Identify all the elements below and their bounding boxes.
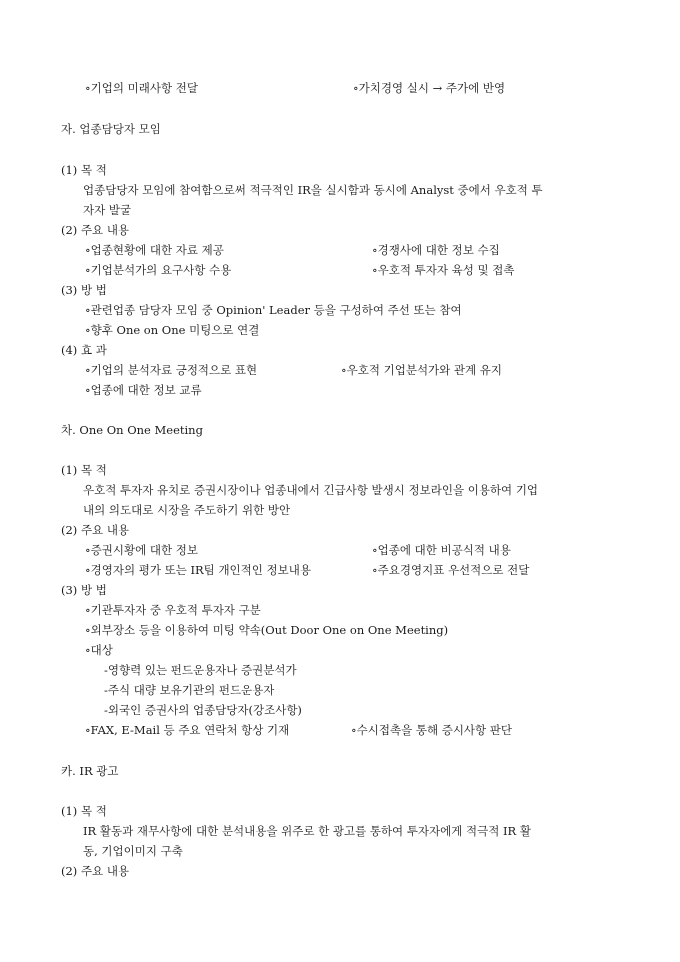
bullet-item: ∘관련업종 담당자 모임 중 Opinion' Leader 등을 구성하여 주선 또는 참여 xyxy=(85,303,462,317)
bullet-item: ∘향후 One on One 미팅으로 연결 xyxy=(85,323,260,337)
dash-item: -영향력 있는 펀드운용자나 증권분석가 xyxy=(104,663,297,677)
subsection-heading: (4) 효 과 xyxy=(61,343,107,357)
dash-item: -외국인 증권사의 업종담당자(강조사항) xyxy=(104,703,302,717)
subsection-heading: (2) 주요 내용 xyxy=(61,523,130,537)
paragraph-line: 우호적 투자자 유치로 증권시장이나 업종내에서 긴급사항 발생시 정보라인을 이용하여 기업 xyxy=(83,483,539,497)
bullet-item: ∘대상 xyxy=(85,643,113,657)
bullet-item: ∘우호적 기업분석가와 관계 유지 xyxy=(341,363,503,377)
bullet-item: ∘기업분석가의 요구사항 수용 xyxy=(85,263,232,277)
bullet-item: ∘FAX, E-Mail 등 주요 연락처 항상 기재 xyxy=(85,723,290,737)
bullet-item: ∘업종현황에 대한 자료 제공 xyxy=(85,243,224,257)
paragraph-line: 내의 의도대로 시장을 주도하기 위한 방안 xyxy=(83,503,291,517)
dash-item: -주식 대량 보유기관의 펀드운용자 xyxy=(104,683,275,697)
subsection-heading: (3) 방 법 xyxy=(61,283,107,297)
bullet-item: ∘수시접촉을 통해 증시사항 판단 xyxy=(351,723,513,737)
bullet-item: ∘기관투자자 중 우호적 투자자 구분 xyxy=(85,603,261,617)
subsection-heading: (1) 목 적 xyxy=(61,463,107,477)
section-heading: 자. 업종담당자 모임 xyxy=(61,122,161,136)
subsection-heading: (1) 목 적 xyxy=(61,163,107,177)
section-heading: 차. One On One Meeting xyxy=(61,423,203,437)
bullet-item: ∘업종에 대한 정보 교류 xyxy=(85,383,202,397)
bullet-item: ∘외부장소 등을 이용하여 미팅 약속(Out Door One on One Meeting) xyxy=(85,623,449,637)
subsection-heading: (2) 주요 내용 xyxy=(61,864,130,878)
bullet-item: ∘경쟁사에 대한 정보 수집 xyxy=(372,243,500,257)
subsection-heading: (2) 주요 내용 xyxy=(61,223,130,237)
subsection-heading: (3) 방 법 xyxy=(61,583,107,597)
bullet-item: ∘주요경영지표 우선적으로 전달 xyxy=(372,563,530,577)
bullet-item: ∘증권시황에 대한 정보 xyxy=(85,543,198,557)
bullet-item: ∘가치경영 실시 → 주가에 반영 xyxy=(353,81,506,95)
bullet-item: ∘경영자의 평가 또는 IR팀 개인적인 정보내용 xyxy=(85,563,311,577)
paragraph-line: 자자 발굴 xyxy=(83,203,132,217)
subsection-heading: (1) 목 적 xyxy=(61,804,107,818)
paragraph-line: 업종담당자 모임에 참여함으로써 적극적인 IR을 실시함과 동시에 Analyst 중에서 우호적 투 xyxy=(83,183,543,197)
bullet-item: ∘우호적 투자자 육성 및 접촉 xyxy=(372,263,515,277)
paragraph-line: 동, 기업이미지 구축 xyxy=(83,844,183,858)
bullet-item: ∘기업의 분석자료 긍정적으로 표현 xyxy=(85,363,258,377)
bullet-item: ∘업종에 대한 비공식적 내용 xyxy=(372,543,511,557)
section-heading: 카. IR 광고 xyxy=(61,764,119,778)
paragraph-line: IR 활동과 재무사항에 대한 분석내용을 위주로 한 광고를 통하여 투자자에게 적극적 IR 활 xyxy=(83,824,531,838)
bullet-item: ∘기업의 미래사항 전달 xyxy=(85,81,198,95)
